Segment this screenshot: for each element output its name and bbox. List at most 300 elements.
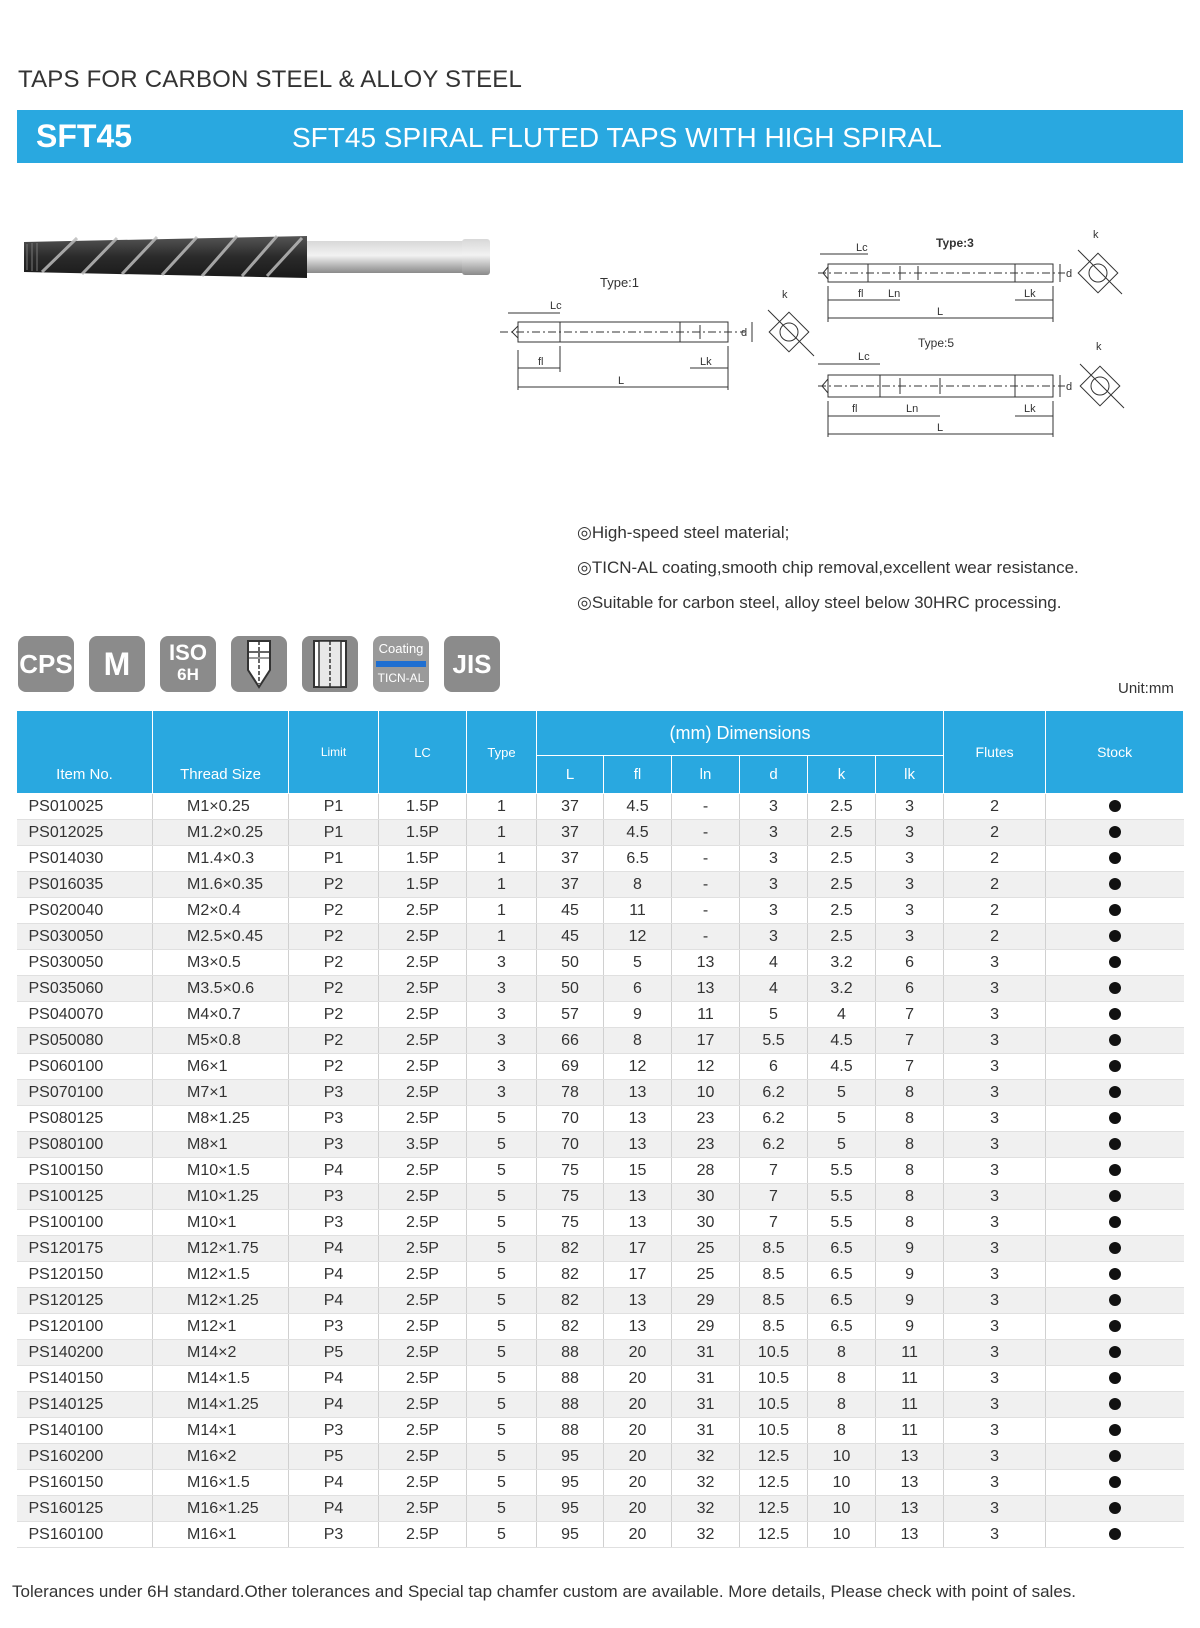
table-cell: 3 (876, 846, 944, 872)
table-cell: 5 (467, 1132, 537, 1158)
table-cell: 31 (672, 1366, 740, 1392)
table-cell: 2.5 (808, 872, 876, 898)
in-stock-dot-icon (1109, 1294, 1121, 1306)
table-cell: 20 (604, 1470, 672, 1496)
table-cell: 1 (467, 820, 537, 846)
header-dim-fl: fl (604, 756, 672, 794)
table-cell: PS014030 (17, 846, 153, 872)
table-cell: 13 (876, 1444, 944, 1470)
table-cell: PS020040 (17, 898, 153, 924)
stock-cell (1046, 1392, 1184, 1418)
table-cell: P4 (289, 1236, 379, 1262)
table-cell: PS140150 (17, 1366, 153, 1392)
in-stock-dot-icon (1109, 1476, 1121, 1488)
header-thread-size: Thread Size (153, 711, 289, 794)
table-cell: 6.5 (808, 1236, 876, 1262)
table-cell: - (672, 846, 740, 872)
type3-dim-ln: Ln (888, 288, 901, 300)
table-cell: P2 (289, 1002, 379, 1028)
in-stock-dot-icon (1109, 1320, 1121, 1332)
table-cell: 3 (944, 950, 1046, 976)
table-cell: M14×1.25 (153, 1392, 289, 1418)
table-cell: 2.5P (379, 1210, 467, 1236)
table-cell: M6×1 (153, 1054, 289, 1080)
table-cell: 3 (944, 1210, 1046, 1236)
table-cell: - (672, 820, 740, 846)
table-row (17, 1470, 1184, 1496)
table-row (17, 1314, 1184, 1340)
table-cell: 70 (537, 1106, 604, 1132)
table-cell: 78 (537, 1080, 604, 1106)
table-cell: P3 (289, 1080, 379, 1106)
table-cell: M2.5×0.45 (153, 924, 289, 950)
table-cell: 2.5 (808, 794, 876, 820)
header-lc: LC (379, 711, 467, 794)
table-cell: 6.2 (740, 1132, 808, 1158)
table-cell: 8 (808, 1366, 876, 1392)
table-cell: M5×0.8 (153, 1028, 289, 1054)
table-cell: 6.5 (808, 1262, 876, 1288)
table-row (17, 1496, 1184, 1522)
table-cell: 12 (604, 924, 672, 950)
spec-table (16, 710, 1184, 1548)
table-cell: PS016035 (17, 872, 153, 898)
table-cell: 2.5P (379, 1340, 467, 1366)
in-stock-dot-icon (1109, 878, 1121, 890)
product-title: SFT45 SPIRAL FLUTED TAPS WITH HIGH SPIRAL (292, 122, 942, 153)
table-cell: 11 (876, 1340, 944, 1366)
table-cell: 13 (876, 1470, 944, 1496)
table-cell: PS070100 (17, 1080, 153, 1106)
table-cell: 95 (537, 1470, 604, 1496)
table-cell: 8 (876, 1132, 944, 1158)
table-cell: 10 (808, 1470, 876, 1496)
table-cell: 31 (672, 1418, 740, 1444)
table-cell: 5 (467, 1236, 537, 1262)
table-cell: P5 (289, 1444, 379, 1470)
in-stock-dot-icon (1109, 1086, 1121, 1098)
table-row (17, 1340, 1184, 1366)
m-label: M (103, 646, 131, 682)
table-cell: 95 (537, 1444, 604, 1470)
table-cell: P3 (289, 1418, 379, 1444)
table-cell: 88 (537, 1366, 604, 1392)
table-cell: P3 (289, 1522, 379, 1548)
table-cell: 10 (808, 1496, 876, 1522)
table-cell: M3×0.5 (153, 950, 289, 976)
table-cell: 3 (876, 820, 944, 846)
table-cell: 5 (808, 1106, 876, 1132)
table-cell: 5 (467, 1496, 537, 1522)
table-cell: 5 (808, 1080, 876, 1106)
table-cell: P5 (289, 1340, 379, 1366)
jis-badge (444, 636, 500, 692)
table-cell: M1×0.25 (153, 794, 289, 820)
in-stock-dot-icon (1109, 1242, 1121, 1254)
table-cell: 3 (944, 1392, 1046, 1418)
table-cell: 12.5 (740, 1444, 808, 1470)
table-cell: P2 (289, 898, 379, 924)
table-cell: 13 (604, 1132, 672, 1158)
table-cell: 12 (604, 1054, 672, 1080)
table-cell: 5 (740, 1002, 808, 1028)
chamfer-icon (231, 636, 287, 692)
table-cell: 57 (537, 1002, 604, 1028)
in-stock-dot-icon (1109, 930, 1121, 942)
table-cell: 82 (537, 1288, 604, 1314)
table-cell: M3.5×0.6 (153, 976, 289, 1002)
table-cell: 1 (467, 794, 537, 820)
table-cell: PS140125 (17, 1392, 153, 1418)
table-cell: 30 (672, 1210, 740, 1236)
table-cell: 5 (467, 1392, 537, 1418)
product-code: SFT45 (36, 118, 133, 154)
table-cell: 3 (944, 1288, 1046, 1314)
table-cell: M8×1 (153, 1132, 289, 1158)
table-row (17, 1028, 1184, 1054)
table-cell: 7 (740, 1184, 808, 1210)
table-cell: 13 (876, 1522, 944, 1548)
table-cell: 11 (876, 1392, 944, 1418)
table-cell: 2.5P (379, 1184, 467, 1210)
table-row (17, 1210, 1184, 1236)
table-row (17, 1418, 1184, 1444)
table-cell: 3 (944, 1054, 1046, 1080)
table-cell: 31 (672, 1340, 740, 1366)
table-cell: 1.5P (379, 820, 467, 846)
table-cell: 5 (467, 1314, 537, 1340)
table-cell: 2.5P (379, 976, 467, 1002)
table-cell: 25 (672, 1236, 740, 1262)
in-stock-dot-icon (1109, 1372, 1121, 1384)
table-cell: 2 (944, 898, 1046, 924)
stock-cell (1046, 1080, 1184, 1106)
table-cell: 95 (537, 1496, 604, 1522)
table-cell: M2×0.4 (153, 898, 289, 924)
table-cell: 13 (604, 1314, 672, 1340)
table-cell: 8 (808, 1340, 876, 1366)
table-cell: 66 (537, 1028, 604, 1054)
type5-dim-l: L (937, 422, 944, 434)
chamfer-tap-icon (231, 636, 287, 692)
table-cell: 11 (876, 1366, 944, 1392)
table-cell: M12×1.75 (153, 1236, 289, 1262)
table-cell: M14×1.5 (153, 1366, 289, 1392)
table-cell: 8 (604, 872, 672, 898)
table-cell: 50 (537, 950, 604, 976)
table-cell: 20 (604, 1496, 672, 1522)
table-cell: 95 (537, 1522, 604, 1548)
stock-cell (1046, 1288, 1184, 1314)
table-cell: 8.5 (740, 1314, 808, 1340)
table-cell: P1 (289, 794, 379, 820)
table-cell: M1.4×0.3 (153, 846, 289, 872)
table-cell: 13 (876, 1496, 944, 1522)
table-cell: 10 (672, 1080, 740, 1106)
table-cell: 2.5P (379, 1314, 467, 1340)
table-cell: 37 (537, 846, 604, 872)
table-cell: 37 (537, 794, 604, 820)
table-cell: 6 (740, 1054, 808, 1080)
table-cell: 2 (944, 924, 1046, 950)
table-row (17, 1002, 1184, 1028)
table-cell: 10 (808, 1444, 876, 1470)
table-cell: 6.5 (808, 1314, 876, 1340)
table-cell: 4.5 (604, 820, 672, 846)
cps-badge (18, 636, 74, 692)
table-cell: 2.5P (379, 1080, 467, 1106)
table-cell: 23 (672, 1132, 740, 1158)
table-cell: 28 (672, 1158, 740, 1184)
table-cell: 82 (537, 1314, 604, 1340)
table-cell: M14×2 (153, 1340, 289, 1366)
in-stock-dot-icon (1109, 1008, 1121, 1020)
table-cell: PS120150 (17, 1262, 153, 1288)
table-cell: 5 (467, 1418, 537, 1444)
in-stock-dot-icon (1109, 982, 1121, 994)
table-cell: P2 (289, 924, 379, 950)
table-cell: 2.5P (379, 1262, 467, 1288)
coating-stripe (376, 661, 426, 667)
feature-item: ◎High-speed steel material; (577, 523, 790, 542)
table-cell: 3 (467, 1054, 537, 1080)
table-row (17, 1132, 1184, 1158)
stock-cell (1046, 1262, 1184, 1288)
feature-item: ◎TICN-AL coating,smooth chip removal,excellent wear resistance. (577, 558, 1079, 577)
table-cell: 2.5P (379, 1522, 467, 1548)
table-cell: P4 (289, 1366, 379, 1392)
table-cell: PS100125 (17, 1184, 153, 1210)
table-cell: 32 (672, 1470, 740, 1496)
table-cell: 7 (876, 1028, 944, 1054)
type-diagrams (0, 0, 1200, 460)
table-cell: P3 (289, 1210, 379, 1236)
table-cell: 20 (604, 1392, 672, 1418)
table-cell: P2 (289, 872, 379, 898)
table-cell: 6.5 (604, 846, 672, 872)
table-cell: 29 (672, 1314, 740, 1340)
table-cell: P1 (289, 846, 379, 872)
table-row (17, 820, 1184, 846)
table-cell: 5 (808, 1132, 876, 1158)
table-cell: 3 (740, 846, 808, 872)
table-cell: 3 (944, 1262, 1046, 1288)
table-cell: 5 (467, 1522, 537, 1548)
table-cell: P2 (289, 950, 379, 976)
table-cell: PS060100 (17, 1054, 153, 1080)
stock-cell (1046, 1314, 1184, 1340)
table-cell: 45 (537, 924, 604, 950)
table-cell: PS050080 (17, 1028, 153, 1054)
table-cell: 5 (467, 1158, 537, 1184)
table-cell: 3 (740, 924, 808, 950)
table-cell: 3 (740, 820, 808, 846)
table-row (17, 898, 1184, 924)
header-dim-lk: lk (876, 756, 944, 794)
stock-cell (1046, 1184, 1184, 1210)
table-cell: M1.6×0.35 (153, 872, 289, 898)
table-cell: 8 (808, 1418, 876, 1444)
stock-cell (1046, 1106, 1184, 1132)
stock-cell (1046, 1210, 1184, 1236)
table-row (17, 1236, 1184, 1262)
table-cell: 10 (808, 1522, 876, 1548)
table-cell: 3 (876, 898, 944, 924)
table-cell: 17 (672, 1028, 740, 1054)
table-cell: 5 (467, 1470, 537, 1496)
stock-cell (1046, 1444, 1184, 1470)
coating-label: Coating (378, 641, 424, 656)
table-cell: 9 (876, 1314, 944, 1340)
table-cell: 4 (808, 1002, 876, 1028)
table-cell: PS160100 (17, 1522, 153, 1548)
table-cell: - (672, 872, 740, 898)
table-cell: - (672, 898, 740, 924)
type5-dim-lk: Lk (1024, 403, 1036, 415)
table-cell: 8 (876, 1106, 944, 1132)
table-cell: 20 (604, 1366, 672, 1392)
table-row (17, 1392, 1184, 1418)
table-row (17, 1184, 1184, 1210)
table-cell: 3 (944, 1340, 1046, 1366)
table-cell: 2 (944, 794, 1046, 820)
header-flutes: Flutes (944, 711, 1046, 794)
type5-dim-k: k (1096, 341, 1102, 353)
table-cell: 20 (604, 1418, 672, 1444)
header-item-no: Item No. (17, 711, 153, 794)
table-cell: 2.5P (379, 1366, 467, 1392)
table-cell: P4 (289, 1392, 379, 1418)
table-cell: 32 (672, 1522, 740, 1548)
table-cell: - (672, 924, 740, 950)
table-cell: P3 (289, 1314, 379, 1340)
table-cell: PS120175 (17, 1236, 153, 1262)
table-cell: PS160125 (17, 1496, 153, 1522)
in-stock-dot-icon (1109, 1138, 1121, 1150)
table-cell: 30 (672, 1184, 740, 1210)
table-cell: 5 (467, 1184, 537, 1210)
table-cell: 11 (672, 1002, 740, 1028)
table-cell: 12.5 (740, 1522, 808, 1548)
type1-dim-k: k (782, 289, 788, 301)
table-cell: 12.5 (740, 1496, 808, 1522)
table-cell: 11 (604, 898, 672, 924)
table-cell: 2.5P (379, 1496, 467, 1522)
table-cell: 82 (537, 1262, 604, 1288)
table-cell: 9 (876, 1236, 944, 1262)
in-stock-dot-icon (1109, 1216, 1121, 1228)
stock-cell (1046, 846, 1184, 872)
type5-dim-d: d (1066, 381, 1073, 393)
header-dim-k: k (808, 756, 876, 794)
table-row (17, 1262, 1184, 1288)
table-row (17, 1288, 1184, 1314)
header-limit: Limit (289, 711, 379, 794)
iso-6h-label: 6H (177, 665, 199, 684)
table-cell: 2 (944, 872, 1046, 898)
table-cell: 5 (467, 1366, 537, 1392)
table-cell: 5.5 (808, 1210, 876, 1236)
table-cell: 8 (876, 1184, 944, 1210)
table-cell: M16×1 (153, 1522, 289, 1548)
table-cell: 7 (876, 1054, 944, 1080)
in-stock-dot-icon (1109, 1190, 1121, 1202)
type5-dim-ln: Ln (906, 403, 919, 415)
table-cell: 2.5P (379, 1002, 467, 1028)
type3-dim-d: d (1066, 268, 1073, 280)
type3-dim-l: L (937, 306, 944, 318)
table-cell: PS030050 (17, 950, 153, 976)
table-cell: M12×1.25 (153, 1288, 289, 1314)
table-cell: 3 (467, 1028, 537, 1054)
table-cell: 1 (467, 898, 537, 924)
table-cell: 70 (537, 1132, 604, 1158)
table-cell: 3 (944, 1002, 1046, 1028)
iso-6h-badge (160, 636, 216, 692)
table-cell: M10×1.25 (153, 1184, 289, 1210)
table-cell: 3 (944, 1184, 1046, 1210)
table-cell: 3 (944, 1314, 1046, 1340)
table-cell: 13 (604, 1080, 672, 1106)
type3-dim-fl: fl (858, 288, 864, 300)
table-cell: 3 (944, 1470, 1046, 1496)
table-cell: 25 (672, 1262, 740, 1288)
table-cell: M4×0.7 (153, 1002, 289, 1028)
cps-label: CPS (19, 649, 73, 679)
in-stock-dot-icon (1109, 1164, 1121, 1176)
spec-table-body (17, 794, 1184, 1548)
table-cell: 2.5P (379, 1418, 467, 1444)
table-cell: 20 (604, 1444, 672, 1470)
table-cell: PS120125 (17, 1288, 153, 1314)
stock-cell (1046, 1054, 1184, 1080)
table-cell: 6.5 (808, 1288, 876, 1314)
table-cell: 88 (537, 1418, 604, 1444)
stock-cell (1046, 1418, 1184, 1444)
table-cell: 3 (467, 976, 537, 1002)
table-cell: 50 (537, 976, 604, 1002)
type1-dim-lc: Lc (550, 300, 562, 312)
type5-label: Type:5 (918, 336, 955, 350)
table-cell: 5 (467, 1288, 537, 1314)
table-cell: 3 (944, 1236, 1046, 1262)
type1-label: Type:1 (600, 275, 640, 290)
table-cell: 2.5P (379, 1158, 467, 1184)
table-cell: 6.2 (740, 1106, 808, 1132)
type3-dim-lk: Lk (1024, 288, 1036, 300)
table-cell: 3 (944, 1366, 1046, 1392)
table-row (17, 1054, 1184, 1080)
table-cell: 5.5 (740, 1028, 808, 1054)
table-cell: M1.2×0.25 (153, 820, 289, 846)
table-cell: M7×1 (153, 1080, 289, 1106)
table-cell: 37 (537, 872, 604, 898)
table-cell: PS100150 (17, 1158, 153, 1184)
header-dim-ln: ln (672, 756, 740, 794)
table-cell: 6.2 (740, 1080, 808, 1106)
type3-dim-k: k (1093, 229, 1099, 241)
table-row (17, 950, 1184, 976)
table-cell: 23 (672, 1106, 740, 1132)
stock-cell (1046, 924, 1184, 950)
table-row (17, 1080, 1184, 1106)
coating-badge (373, 636, 429, 692)
table-cell: 5 (467, 1444, 537, 1470)
table-cell: 5.5 (808, 1184, 876, 1210)
table-cell: 10.5 (740, 1418, 808, 1444)
table-cell: 8.5 (740, 1236, 808, 1262)
iso-label: ISO (169, 640, 207, 665)
